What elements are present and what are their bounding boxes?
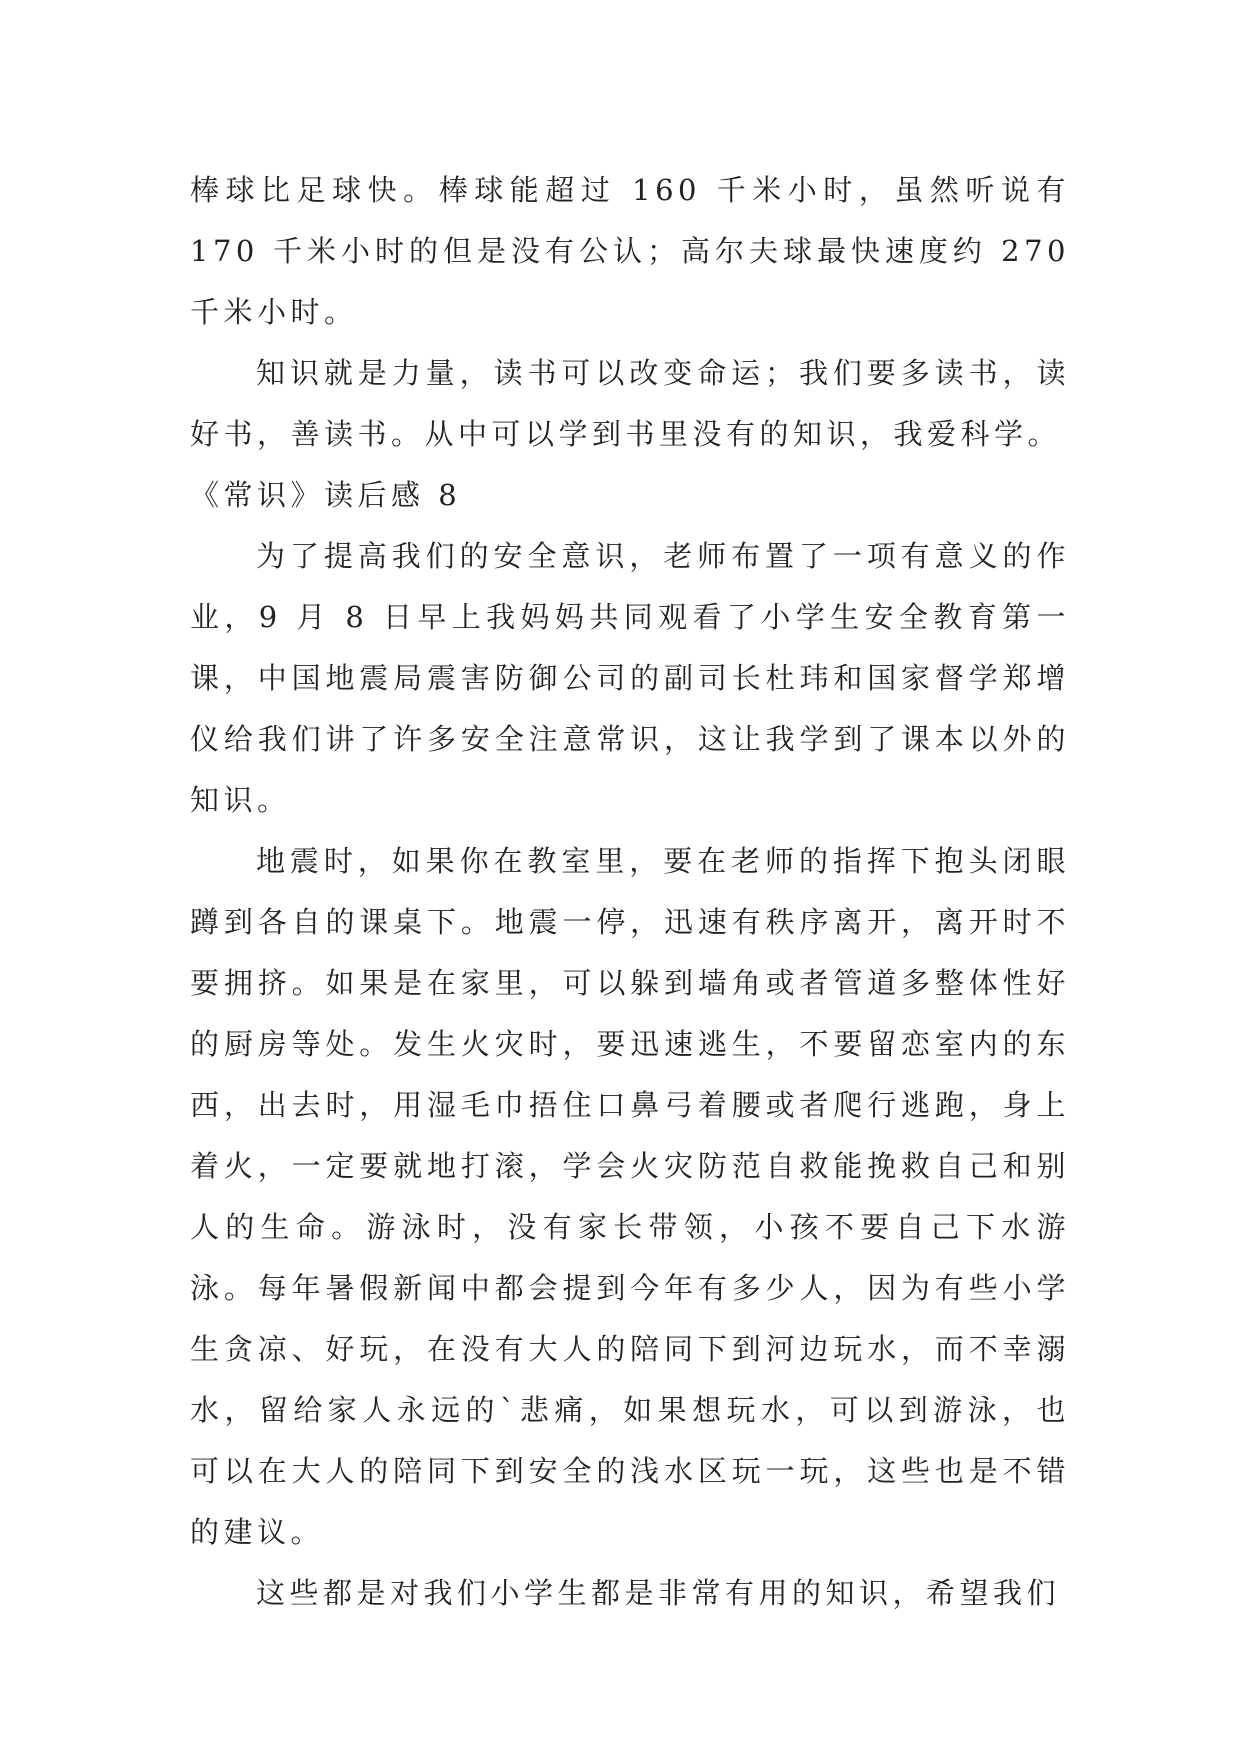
paragraph-knowledge-is-power: 知识就是力量，读书可以改变命运；我们要多读书，读好书，善读书。从中可以学到书里没有的知识，我爱科学。 [190,356,1070,451]
paragraph-baseball-speed: 棒球比足球快。棒球能超过 160 千米小时，虽然听说有 170 千米小时的但是没有公认；高尔夫球最快速度约 270 千米小时。 [190,173,1070,329]
paragraph-earthquake-fire-swimming: 地震时，如果你在教室里，要在老师的指挥下抱头闭眼蹲到各自的课桌下。地震一停，迅速有秩序离开，离开时不要拥挤。如果是在家里，可以躲到墙角或者管道多整体性好的厨房等处。发生火灾时，要迅速逃生，不要留恋室内的东西，出去时，用湿毛巾捂住口鼻弓着腰或者爬行逃跑，身上着火，一定要就地打滚，学会火灾防范自救能挽救自己和别人的生命。游泳时，没有家长带领，小孩不要自己下水游泳。每年暑假新闻中都会提到今年有多少人，因为有些小学生贪凉、好玩，在没有大人的陪同下到河边玩水，而不幸溺水，留给家人永远的`悲痛，如果想玩水，可以到游泳，也可以在大人的陪同下到安全的浅水区玩一玩，这些也是不错的建议。 [190,844,1070,1549]
paragraph-safety-lesson: 为了提高我们的安全意识，老师布置了一项有意义的作业，9 月 8 日早上我妈妈共同观看了小学生安全教育第一课，中国地震局震害防御公司的副司长杜玮和国家督学郑增仪给我们讲了许多安全注意常识，这让我学到了课本以外的知识。 [190,539,1070,817]
paragraph-closing: 这些都是对我们小学生都是非常有用的知识，希望我们 [256,1576,1061,1610]
section-heading: 《常识》读后感 8 [190,478,462,512]
document-body [190,160,1070,1624]
